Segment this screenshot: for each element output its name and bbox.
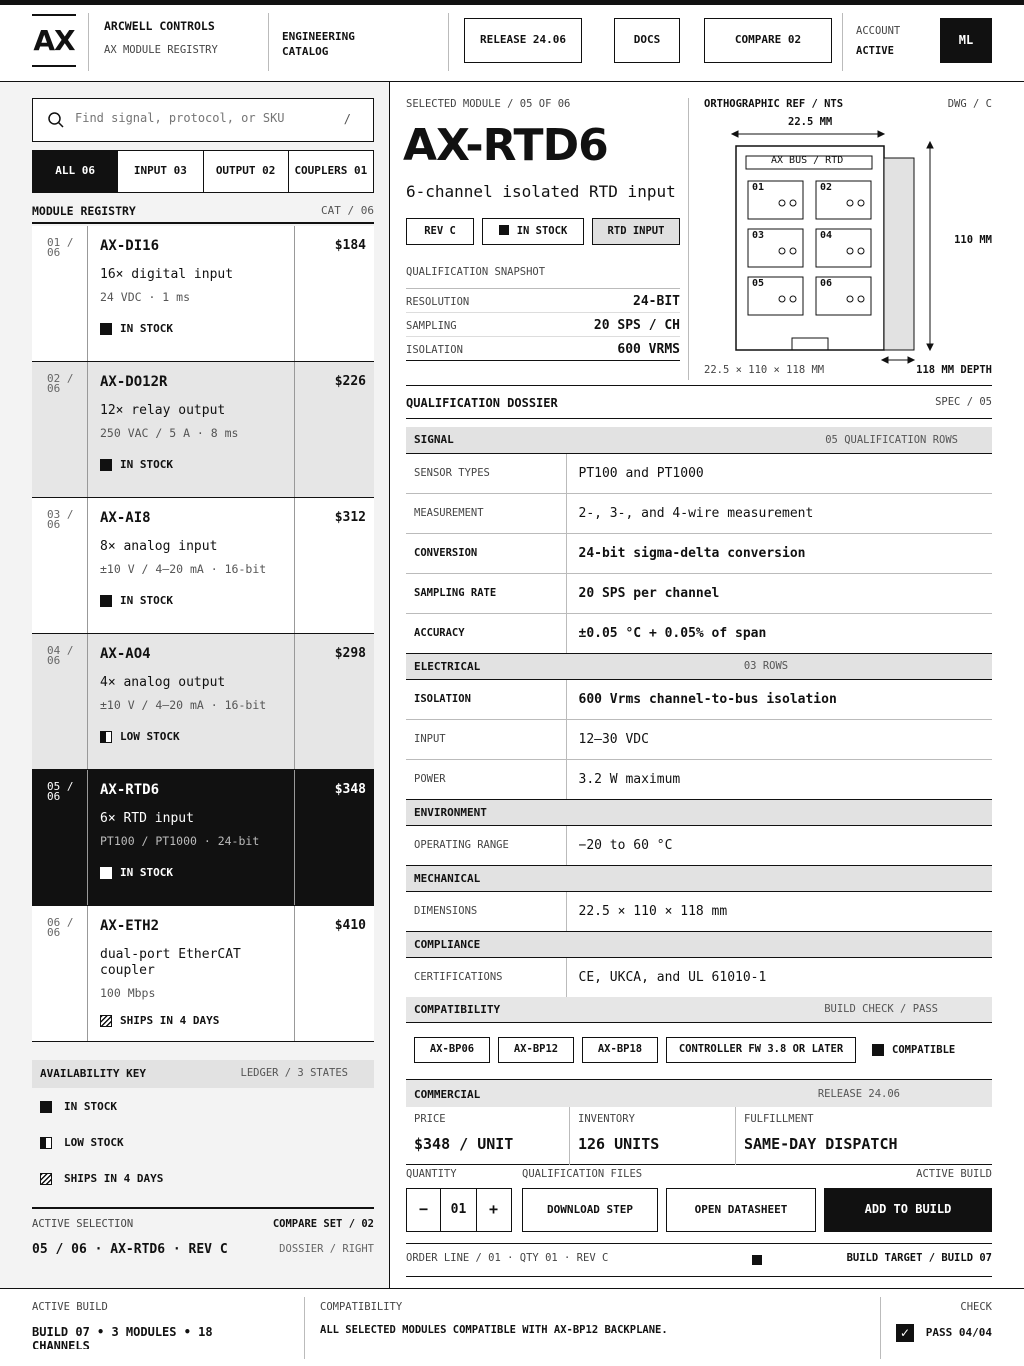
registry-title: MODULE REGISTRY: [32, 204, 136, 218]
compat-chip[interactable]: CONTROLLER FW 3.8 OR LATER: [666, 1037, 856, 1063]
module-title: AX-RTD6: [403, 120, 608, 171]
quantity-stepper[interactable]: [406, 1188, 512, 1232]
rev-tag: REV C: [406, 218, 474, 245]
divider: [688, 98, 689, 380]
compatibility-header: [406, 997, 992, 1023]
module-index: 05 / 06: [47, 780, 74, 803]
section-header: SIGNAL 05 QUALIFICATION ROWS: [406, 427, 992, 453]
availability-ledger: LEDGER / 3 STATES: [240, 1067, 348, 1079]
compatible-icon: [872, 1044, 884, 1056]
snapshot-row: SAMPLING 20 SPS / CH: [406, 313, 680, 337]
module-status: IN STOCK: [100, 322, 173, 335]
active-build-label: ACTIVE BUILD: [916, 1168, 992, 1180]
module-status: IN STOCK: [100, 594, 173, 607]
spec-row: MEASUREMENT 2-, 3-, and 4-wire measurement: [406, 493, 992, 533]
module-name: AX-ETH2: [100, 918, 160, 934]
status-dot-icon: [752, 1255, 762, 1265]
footer-check-label: CHECK: [960, 1301, 992, 1313]
search-icon: [47, 111, 65, 129]
snapshot-title: QUALIFICATION SNAPSHOT: [406, 266, 546, 278]
module-desc: 6× RTD input: [100, 811, 194, 826]
dossier-title: QUALIFICATION DOSSIER: [406, 396, 558, 410]
increment-button[interactable]: +: [488, 1200, 499, 1218]
module-card[interactable]: [32, 634, 374, 770]
section-header: ENVIRONMENT: [406, 799, 992, 825]
compat-chip[interactable]: AX-BP12: [498, 1037, 574, 1063]
spec-row: ACCURACY ±0.05 °C + 0.05% of span: [406, 613, 992, 653]
ships-later-icon: [100, 1015, 112, 1027]
selected-module-label: SELECTED MODULE / 05 OF 06: [406, 98, 571, 110]
footer-compat-value: ALL SELECTED MODULES COMPATIBLE WITH AX-BP12 BACKPLANE.: [320, 1324, 668, 1336]
channel-label: 01: [752, 182, 765, 193]
in-stock-icon: [100, 459, 112, 471]
availability-item: LOW STOCK: [40, 1136, 124, 1149]
fulfillment-value: SAME-DAY DISPATCH: [744, 1135, 898, 1153]
module-status: SHIPS IN 4 DAYS: [100, 1014, 219, 1027]
drawing-title: ORTHOGRAPHIC REF / NTS: [704, 98, 844, 110]
spec-row: INPUT 12–30 VDC: [406, 719, 992, 759]
module-name: AX-AO4: [100, 646, 151, 662]
fulfillment-label: FULFILLMENT: [744, 1113, 814, 1125]
app-header: [0, 5, 1024, 82]
module-price: $348: [334, 782, 366, 797]
availability-item: SHIPS IN 4 DAYS: [40, 1172, 163, 1185]
divider: [88, 13, 89, 71]
module-status: IN STOCK: [100, 866, 173, 879]
module-desc: dual-port EtherCAT coupler: [100, 947, 241, 978]
module-spec: ±10 V / 4–20 mA · 16-bit: [100, 698, 267, 712]
low-stock-icon: [40, 1137, 52, 1149]
module-spec: 100 Mbps: [100, 986, 156, 1000]
order-line-text: ORDER LINE / 01 · QTY 01 · REV C: [406, 1252, 609, 1264]
channel-label: 06: [820, 278, 833, 289]
open-datasheet-button[interactable]: OPEN DATASHEET: [666, 1188, 816, 1232]
section-header: COMPLIANCE: [406, 931, 992, 957]
dossier-table: [406, 427, 992, 998]
drawing-dims: 22.5 × 110 × 118 MM: [704, 364, 825, 376]
bus-label: AX BUS / RTD: [771, 155, 844, 166]
module-card[interactable]: [32, 226, 374, 362]
module-price: $184: [334, 238, 366, 253]
dossier-header: [406, 385, 992, 419]
left-panel: [0, 82, 390, 1288]
decrement-button[interactable]: −: [407, 1189, 441, 1231]
channel-label: 05: [752, 278, 765, 289]
module-desc: 8× analog input: [100, 539, 218, 554]
in-stock-icon: [40, 1101, 52, 1113]
type-tag: RTD INPUT: [592, 218, 680, 245]
inventory-label: INVENTORY: [578, 1113, 635, 1125]
release-button[interactable]: RELEASE 24.06: [464, 18, 582, 63]
module-desc: 16× digital input: [100, 267, 234, 282]
spec-row: ISOLATION 600 Vrms channel-to-bus isolation: [406, 679, 992, 719]
filter-input[interactable]: INPUT 03: [118, 151, 203, 192]
add-to-build-button[interactable]: ADD TO BUILD: [824, 1188, 992, 1232]
compat-chip[interactable]: AX-BP18: [582, 1037, 658, 1063]
module-card[interactable]: [32, 498, 374, 634]
module-status: LOW STOCK: [100, 730, 180, 743]
filter-output[interactable]: OUTPUT 02: [204, 151, 289, 192]
module-card[interactable]: [32, 362, 374, 498]
in-stock-icon: [100, 867, 112, 879]
module-index: 02 / 06: [47, 372, 74, 395]
compatibility-title: COMPATIBILITY: [414, 1003, 501, 1016]
spec-row: CERTIFICATIONS CE, UKCA, and UL 61010-1: [406, 957, 992, 997]
drawing-width-label: 22.5 MM: [788, 116, 833, 128]
build-check: BUILD CHECK / PASS: [824, 1003, 938, 1015]
module-index: 01 / 06: [47, 236, 74, 259]
price-label: PRICE: [414, 1113, 446, 1125]
compare-button[interactable]: COMPARE 02: [704, 18, 832, 63]
price-value: $348 / UNIT: [414, 1135, 514, 1153]
channel-label: 02: [820, 182, 833, 193]
snapshot-row: RESOLUTION 24-BIT: [406, 289, 680, 313]
footer-build-label: ACTIVE BUILD: [32, 1301, 108, 1313]
stock-tag: IN STOCK: [482, 218, 584, 245]
snapshot-row: ISOLATION 600 VRMS: [406, 337, 680, 361]
compatible-legend: COMPATIBLE: [872, 1044, 955, 1056]
section-header: MECHANICAL: [406, 865, 992, 891]
dossier-side: DOSSIER / RIGHT: [279, 1243, 374, 1255]
module-spec: ±10 V / 4–20 mA · 16-bit: [100, 562, 267, 576]
divider: [268, 13, 269, 71]
docs-button[interactable]: DOCS: [614, 18, 680, 63]
module-drawing: [700, 126, 1000, 366]
module-name: AX-AI8: [100, 510, 151, 526]
module-status: IN STOCK: [100, 458, 173, 471]
active-selection-label: ACTIVE SELECTION: [32, 1218, 134, 1230]
snapshot-table: [406, 288, 680, 361]
dossier-spec: SPEC / 05: [935, 396, 992, 408]
compare-set-link[interactable]: COMPARE SET / 02: [272, 1218, 374, 1230]
divider: [448, 13, 449, 71]
company-name: ARCWELL CONTROLS: [104, 19, 215, 33]
filter-tabs: [32, 150, 374, 193]
in-stock-icon: [100, 323, 112, 335]
active-selection: [32, 1207, 374, 1257]
module-desc: 12× relay output: [100, 403, 226, 418]
drawing-depth-label: 118 MM DEPTH: [916, 364, 992, 376]
download-step-button[interactable]: DOWNLOAD STEP: [522, 1188, 658, 1232]
module-spec: 24 VDC · 1 ms: [100, 290, 191, 304]
spec-row: OPERATING RANGE −20 to 60 °C: [406, 825, 992, 865]
module-list: [32, 226, 374, 1042]
module-price: $312: [334, 510, 366, 525]
registry-header: [32, 202, 374, 224]
drawing-ref: DWG / C: [947, 98, 992, 110]
spec-row: CONVERSION 24-bit sigma-delta conversion: [406, 533, 992, 573]
spec-row: SENSOR TYPES PT100 and PT1000: [406, 453, 992, 493]
module-subtitle: 6-channel isolated RTD input: [406, 182, 676, 201]
commercial-release: RELEASE 24.06: [817, 1088, 900, 1100]
quantity-label: QUANTITY: [406, 1168, 457, 1180]
module-card[interactable]: [32, 906, 374, 1042]
availability-title: AVAILABILITY KEY: [40, 1067, 146, 1080]
module-index: 06 / 06: [47, 916, 74, 939]
module-card-selected[interactable]: [32, 770, 374, 906]
section-header: ELECTRICAL 03 ROWS: [406, 653, 992, 679]
in-stock-icon: [499, 225, 509, 235]
avatar[interactable]: ML: [940, 18, 992, 63]
commercial-row: [406, 1107, 992, 1165]
status-footer: [0, 1288, 1024, 1366]
ships-later-icon: [40, 1173, 52, 1185]
registry-count: CAT / 06: [321, 204, 374, 217]
module-price: $226: [334, 374, 366, 389]
footer-compat-label: COMPATIBILITY: [320, 1301, 403, 1313]
module-price: $298: [334, 646, 366, 661]
module-name: AX-RTD6: [100, 782, 160, 798]
check-icon: ✓: [896, 1324, 914, 1342]
active-selection-value: 05 / 06 · AX-RTD6 · REV C: [32, 1242, 228, 1257]
module-name: AX-DO12R: [100, 374, 168, 390]
filter-all[interactable]: ALL 06: [33, 151, 118, 192]
files-label: QUALIFICATION FILES: [522, 1168, 643, 1180]
footer-check-value: PASS 04/04: [925, 1326, 992, 1339]
drawing-height-label: 110 MM: [954, 234, 992, 246]
module-price: $410: [334, 918, 366, 933]
commercial-header: [406, 1079, 992, 1107]
module-spec: PT100 / PT1000 · 24-bit: [100, 834, 260, 848]
availability-header: [32, 1060, 374, 1088]
order-line: [406, 1243, 992, 1277]
divider: [842, 13, 843, 71]
compat-chip[interactable]: AX-BP06: [414, 1037, 490, 1063]
footer-build-value: BUILD 07 • 3 MODULES • 18 CHANNELS: [32, 1325, 213, 1349]
module-spec: 250 VAC / 5 A · 8 ms: [100, 426, 239, 440]
search-box[interactable]: [32, 98, 374, 142]
spec-row: SAMPLING RATE 20 SPS per channel: [406, 573, 992, 613]
spec-row: DIMENSIONS 22.5 × 110 × 118 mm: [406, 891, 992, 931]
quantity-value[interactable]: 01: [441, 1189, 477, 1231]
filter-couplers[interactable]: COUPLERS 01: [294, 164, 368, 177]
search-shortcut: /: [343, 112, 351, 126]
module-desc: 4× analog output: [100, 675, 226, 690]
commercial-title: COMMERCIAL: [414, 1088, 481, 1101]
module-index: 04 / 06: [47, 644, 74, 667]
in-stock-icon: [100, 595, 112, 607]
channel-label: 03: [752, 230, 765, 241]
module-index: 03 / 06: [47, 508, 74, 531]
brand-logo[interactable]: AX: [32, 14, 76, 67]
inventory-value: 126 UNITS: [578, 1135, 660, 1153]
catalog-label[interactable]: ENGINEERING CATALOG: [282, 30, 355, 58]
search-input[interactable]: [75, 111, 335, 125]
build-target: BUILD TARGET / BUILD 07: [846, 1252, 992, 1264]
spec-row: POWER 3.2 W maximum: [406, 759, 992, 799]
registry-subtitle: AX MODULE REGISTRY: [104, 44, 218, 56]
low-stock-icon: [100, 731, 112, 743]
account-status[interactable]: ACCOUNT ACTIVE: [856, 25, 901, 57]
module-name: AX-DI16: [100, 238, 160, 254]
channel-label: 04: [820, 230, 833, 241]
availability-item: IN STOCK: [40, 1100, 117, 1113]
